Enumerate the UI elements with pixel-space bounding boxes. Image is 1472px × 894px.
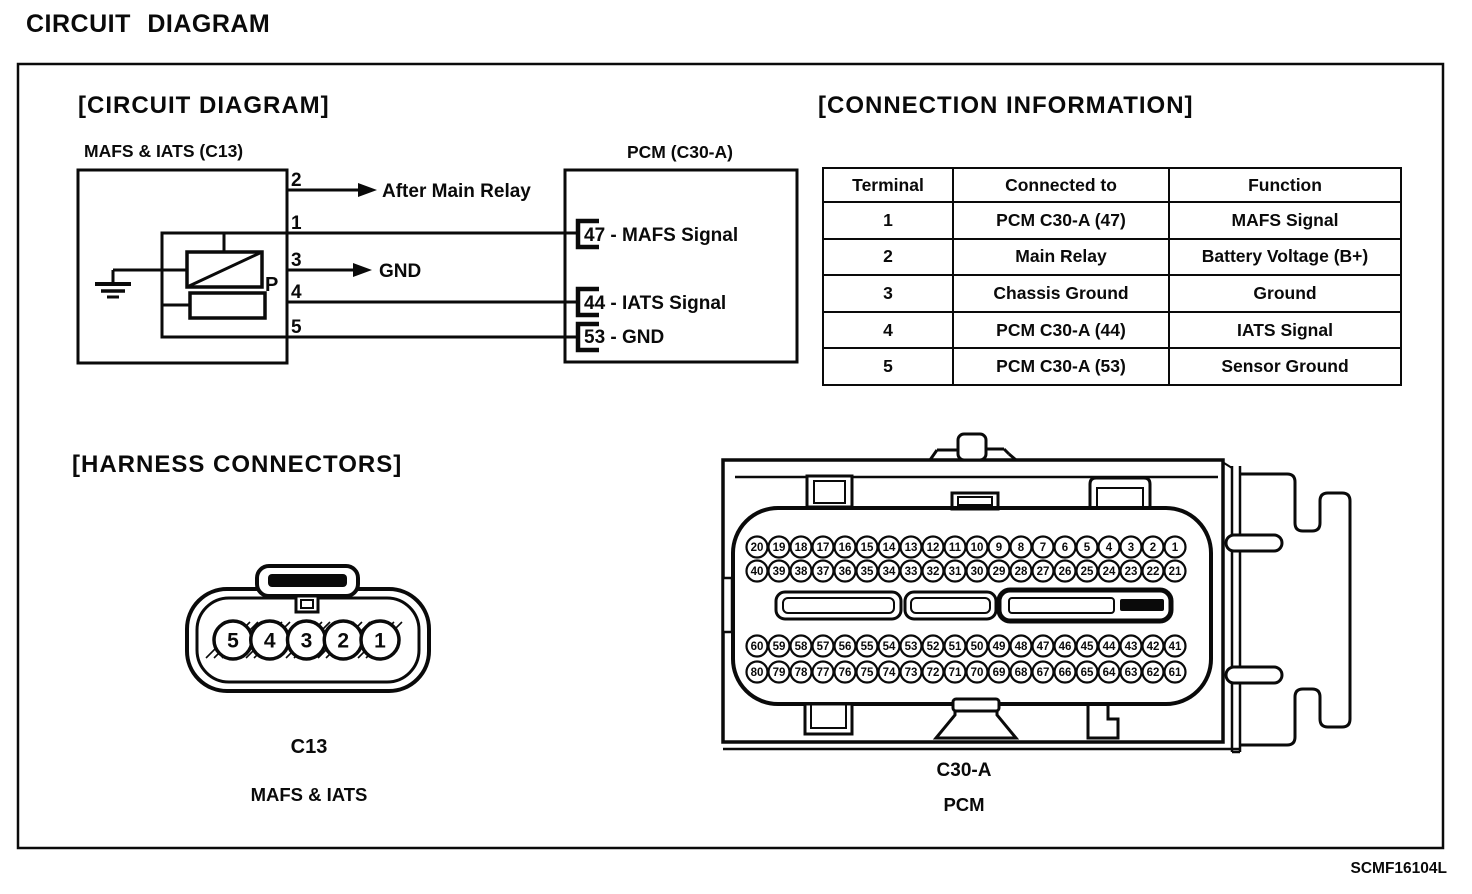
svg-text:73: 73 [904,667,918,680]
sensor-diagonal [187,252,262,287]
svg-text:71: 71 [948,667,962,680]
svg-text:19: 19 [772,542,786,555]
table-row [823,348,1401,385]
c30a-key-slot-plug [1120,599,1164,611]
svg-text:74: 74 [882,667,896,680]
cell-function: Ground [1169,275,1401,312]
svg-text:20: 20 [750,542,764,555]
c30a-pin-row-1 [747,537,1186,558]
cell-connected-to: Main Relay [953,239,1169,276]
ground-symbol [95,284,131,297]
svg-text:38: 38 [794,566,808,579]
svg-text:70: 70 [970,667,984,680]
svg-text:8: 8 [1017,542,1025,555]
svg-text:69: 69 [992,667,1006,680]
svg-text:76: 76 [838,667,852,680]
cell-terminal: 1 [823,202,953,239]
cell-terminal: 3 [823,275,953,312]
svg-text:29: 29 [992,566,1006,579]
table-row [823,275,1401,312]
c30a-pin-row-3 [747,636,1186,657]
svg-text:78: 78 [794,667,808,680]
terminal-53-label: 53 - GND [584,327,665,348]
svg-text:7: 7 [1039,542,1047,555]
svg-text:52: 52 [926,641,940,654]
terminal-44-label: 44 - IATS Signal [584,293,727,314]
svg-text:49: 49 [992,641,1006,654]
pin-number-2: 2 [291,170,302,191]
svg-text:39: 39 [772,566,786,579]
table-header-row [823,168,1401,202]
svg-text:23: 23 [1124,566,1138,579]
svg-text:41: 41 [1168,641,1182,654]
svg-text:37: 37 [816,566,830,579]
svg-text:62: 62 [1146,667,1160,680]
pin-number-5: 5 [291,317,302,338]
svg-text:24: 24 [1102,566,1116,579]
svg-text:18: 18 [794,542,808,555]
pin-number-1: 1 [291,213,302,234]
gnd-label: GND [379,261,422,282]
section-heading-connection-information: [CONNECTION INFORMATION] [818,92,1194,119]
svg-text:57: 57 [816,641,830,654]
svg-text:56: 56 [838,641,852,654]
svg-text:46: 46 [1058,641,1072,654]
c30a-bracket-rod-bottom [1226,667,1282,683]
svg-text:58: 58 [794,641,808,654]
c30a-bottom-right-notch [1088,703,1118,738]
section-heading-circuit-diagram: [CIRCUIT DIAGRAM] [78,92,330,119]
cell-terminal: 5 [823,348,953,385]
svg-text:5: 5 [1083,542,1091,555]
svg-text:48: 48 [1014,641,1028,654]
svg-text:30: 30 [970,566,984,579]
svg-text:53: 53 [904,641,918,654]
svg-text:40: 40 [750,566,764,579]
c30a-top-right-notch [1090,478,1150,508]
cell-connected-to: PCM C30-A (44) [953,312,1169,349]
mafs-connector-label: MAFS & IATS (C13) [84,141,244,161]
svg-text:4: 4 [263,629,276,653]
svg-text:68: 68 [1014,667,1028,680]
svg-text:44: 44 [1102,641,1116,654]
c13-caption: C13 [290,736,328,758]
svg-text:3: 3 [1127,542,1135,555]
svg-text:59: 59 [772,641,786,654]
svg-text:36: 36 [838,566,852,579]
svg-text:11: 11 [948,542,962,555]
table-row [823,202,1401,239]
section-heading-harness-connectors: [HARNESS CONNECTORS] [72,451,403,478]
svg-text:28: 28 [1014,566,1028,579]
cell-connected-to: Chassis Ground [953,275,1169,312]
cell-terminal: 4 [823,312,953,349]
svg-text:13: 13 [904,542,918,555]
svg-text:32: 32 [926,566,940,579]
svg-text:22: 22 [1146,566,1160,579]
c30a-pin-row-2 [747,561,1186,582]
c30a-key-slots [776,590,1171,621]
svg-text:47: 47 [1036,641,1050,654]
arrow-after-main-relay [358,183,377,197]
svg-text:25: 25 [1080,566,1094,579]
sensor-p-label: P [265,274,279,296]
c30a-pin-row-4 [747,662,1186,683]
svg-text:33: 33 [904,566,918,579]
cell-terminal: 2 [823,239,953,276]
c13-lock-bar [268,574,347,587]
svg-text:75: 75 [860,667,874,680]
after-main-relay-label: After Main Relay [382,181,531,202]
c30a-subcaption: PCM [943,794,985,815]
svg-text:14: 14 [882,542,896,555]
svg-text:5: 5 [227,629,239,653]
svg-text:1: 1 [374,629,386,653]
pin-number-4: 4 [291,282,302,303]
svg-text:4: 4 [1105,542,1113,555]
terminal-47-label: 47 - MAFS Signal [584,225,739,246]
c30a-connector-drawing [723,434,1350,752]
svg-text:31: 31 [948,566,962,579]
c30a-bottom-left-lug [805,704,852,734]
cell-function: Sensor Ground [1169,348,1401,385]
c30a-caption: C30-A [936,760,992,781]
c30a-mounting-bracket [1224,463,1350,752]
col-header-connected-to: Connected to [953,168,1169,202]
svg-text:1: 1 [1171,542,1179,555]
svg-text:34: 34 [882,566,896,579]
svg-text:15: 15 [860,542,874,555]
svg-text:26: 26 [1058,566,1072,579]
c13-keyway [296,596,318,612]
connection-information-table [822,167,1402,386]
table-row [823,312,1401,349]
svg-text:77: 77 [816,667,830,680]
svg-text:67: 67 [1036,667,1050,680]
cell-function: Battery Voltage (B+) [1169,239,1401,276]
svg-text:2: 2 [1149,542,1157,555]
svg-text:51: 51 [948,641,962,654]
svg-text:45: 45 [1080,641,1094,654]
c30a-top-tab [930,434,1016,460]
svg-text:50: 50 [970,641,984,654]
svg-text:66: 66 [1058,667,1072,680]
cell-function: IATS Signal [1169,312,1401,349]
svg-text:55: 55 [860,641,874,654]
c30a-left-notch [723,578,732,632]
table-row [823,239,1401,276]
svg-text:27: 27 [1036,566,1050,579]
pcm-connector-label: PCM (C30-A) [627,142,733,162]
svg-text:35: 35 [860,566,874,579]
svg-text:12: 12 [926,542,940,555]
svg-text:64: 64 [1102,667,1116,680]
cell-function: MAFS Signal [1169,202,1401,239]
svg-text:10: 10 [970,542,984,555]
c13-pin-row [214,621,399,659]
svg-text:17: 17 [816,542,830,555]
col-header-function: Function [1169,168,1401,202]
page-title: CIRCUIT DIAGRAM [26,10,271,38]
svg-text:65: 65 [1080,667,1094,680]
c13-subcaption: MAFS & IATS [250,784,368,805]
pin-number-3: 3 [291,250,302,271]
col-header-terminal: Terminal [823,168,953,202]
svg-text:54: 54 [882,641,896,654]
svg-text:60: 60 [750,641,764,654]
svg-text:21: 21 [1168,566,1182,579]
svg-text:80: 80 [750,667,764,680]
svg-text:43: 43 [1124,641,1138,654]
svg-text:42: 42 [1146,641,1160,654]
svg-text:63: 63 [1124,667,1138,680]
iats-thermistor-element [190,293,265,318]
svg-text:2: 2 [337,629,350,653]
figure-code: SCMF16104L [1350,860,1447,877]
cell-connected-to: PCM C30-A (47) [953,202,1169,239]
svg-text:6: 6 [1061,542,1069,555]
svg-text:61: 61 [1168,667,1182,680]
svg-text:16: 16 [838,542,852,555]
svg-text:9: 9 [995,542,1003,555]
svg-text:72: 72 [926,667,940,680]
c13-connector-drawing [187,566,429,691]
svg-text:79: 79 [772,667,786,680]
svg-text:3: 3 [300,629,313,653]
arrow-gnd [353,263,372,277]
c30a-bracket-rod-top [1226,535,1282,551]
cell-connected-to: PCM C30-A (53) [953,348,1169,385]
mafs-connector-box [78,170,287,363]
